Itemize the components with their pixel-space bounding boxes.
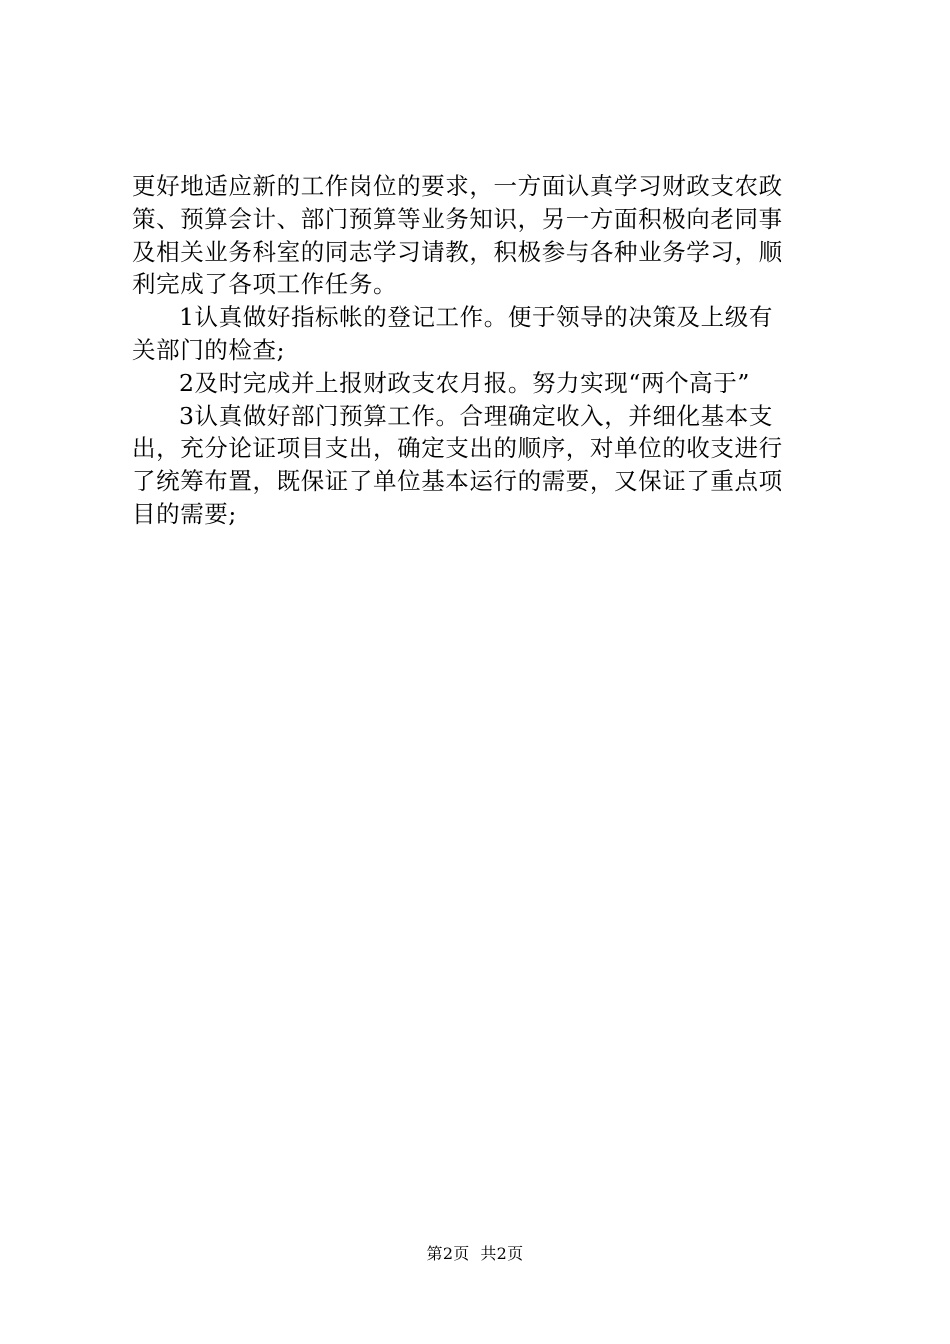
document-body — [132, 170, 832, 531]
text-line: 利完成了各项工作任务。 — [132, 270, 398, 299]
text-line: 了统筹布置，既保证了单位基本运行的需要，又保证了重点项 — [132, 467, 783, 496]
text-line: 策、预算会计、部门预算等业务知识，另一方面积极向老同事 — [132, 204, 783, 233]
paragraph-3 — [132, 367, 832, 400]
text-line: 3认真做好部门预算工作。合理确定收入，并细化基本支 — [179, 401, 773, 430]
text-line: 出，充分论证项目支出，确定支出的顺序，对单位的收支进行 — [132, 434, 783, 463]
paragraph-2 — [132, 301, 832, 367]
text-line: 及相关业务科室的同志学习请教，积极参与各种业务学习，顺 — [132, 237, 783, 266]
text-line: 1认真做好指标帐的登记工作。便于领导的决策及上级有 — [179, 303, 773, 332]
text-line: 关部门的检查; — [132, 335, 286, 364]
paragraph-4 — [132, 400, 832, 531]
text-line: 目的需要; — [132, 499, 237, 528]
text-line: 更好地适应新的工作岗位的要求，一方面认真学习财政支农政 — [132, 172, 783, 200]
page-footer — [0, 1243, 950, 1265]
page-number-label: 第2页 共2页 — [426, 1244, 524, 1263]
text-line: 2及时完成并上报财政支农月报。努力实现“两个高于” — [179, 368, 750, 397]
paragraph-1 — [132, 170, 832, 301]
